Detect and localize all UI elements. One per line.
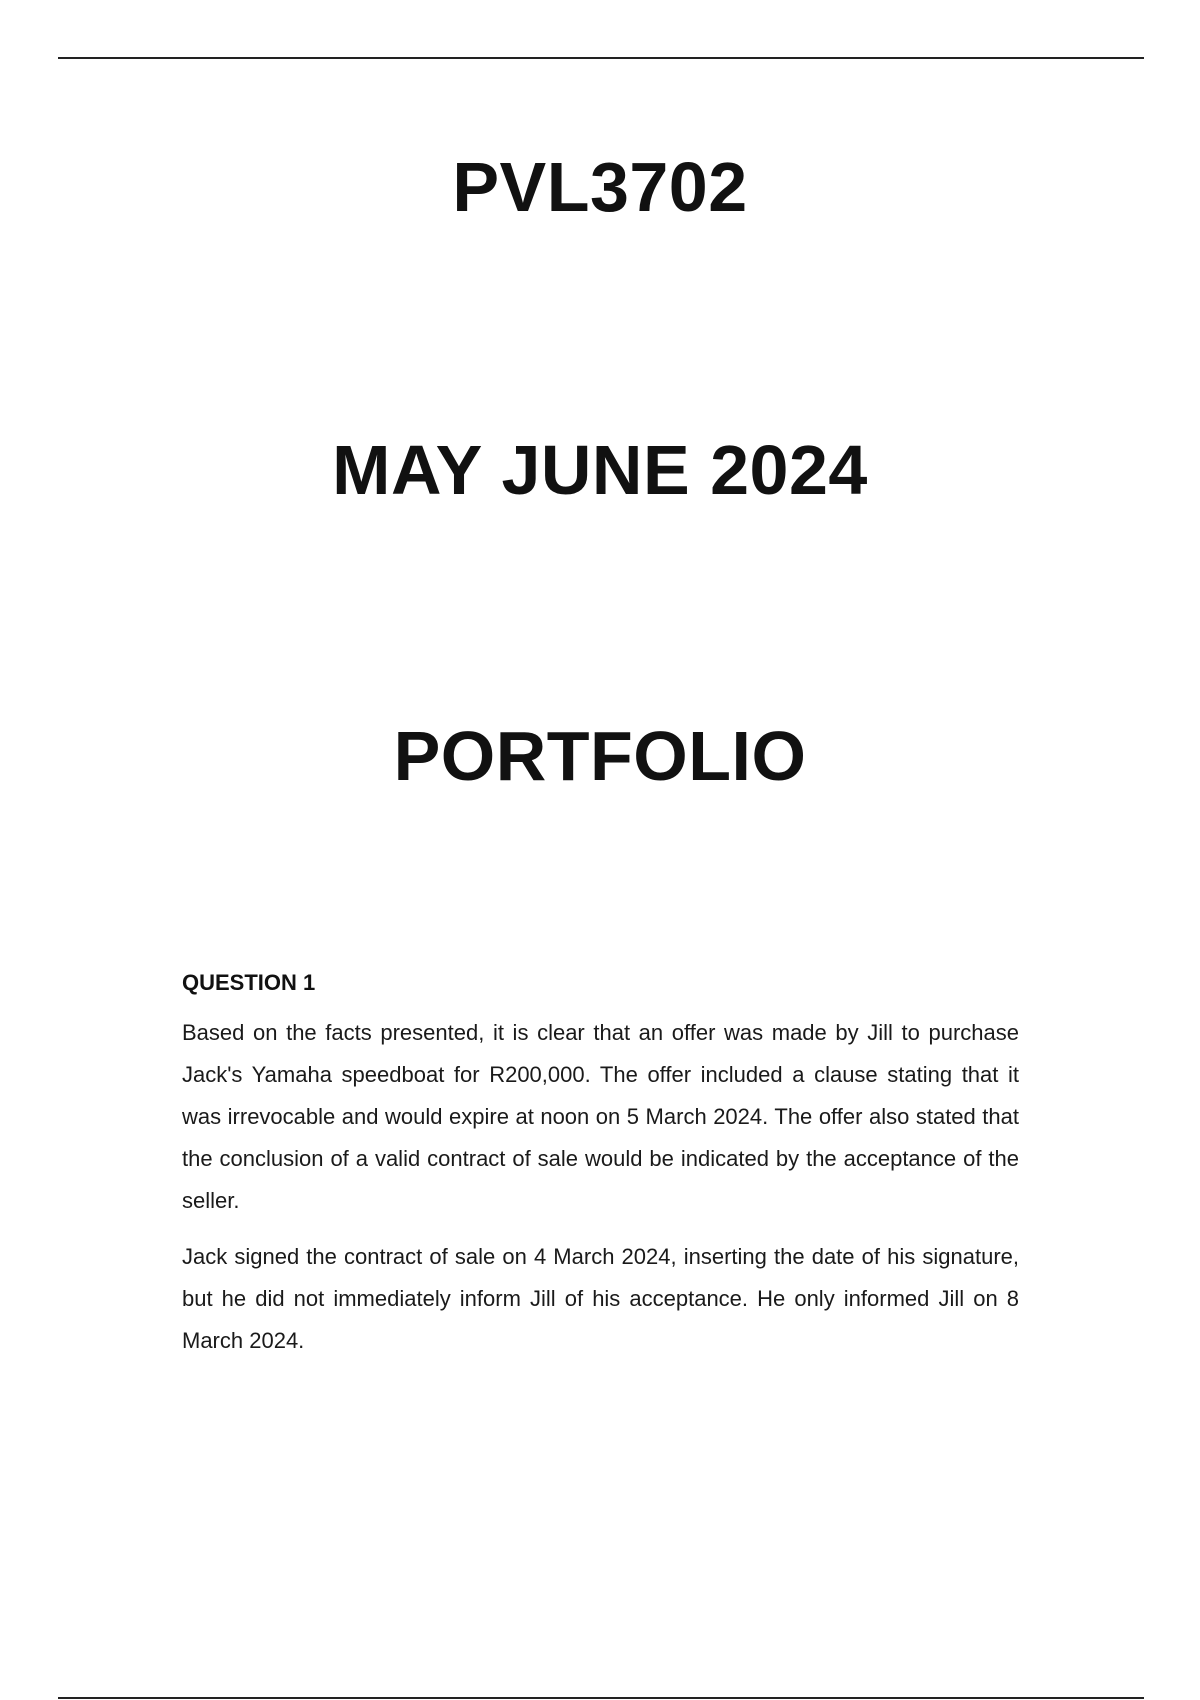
exam-session-title: MAY JUNE 2024 [332, 431, 868, 509]
question-section [182, 968, 1019, 1376]
top-divider [58, 57, 1144, 59]
document-type-title: PORTFOLIO [393, 717, 807, 795]
bottom-divider [58, 1697, 1144, 1699]
question-paragraph-2: Jack signed the contract of sale on 4 March 2024, inserting the date of his signature, but he did not immediately inform Jill of his acceptance. He only informed Jill on 8 March 2024. [182, 1244, 1019, 1353]
question-heading: QUESTION 1 [182, 970, 316, 995]
course-code-title: PVL3702 [452, 148, 748, 226]
question-paragraph-1: Based on the facts presented, it is clear that an offer was made by Jill to purchase Jack's Yamaha speedboat for R200,000. The offer included a clause stating that it was irrevocable and would expire at noon on 5 March 2024. The offer also stated that the conclusion of a valid contract of sale would be indicated by the acceptance of the seller. [182, 1020, 1019, 1213]
